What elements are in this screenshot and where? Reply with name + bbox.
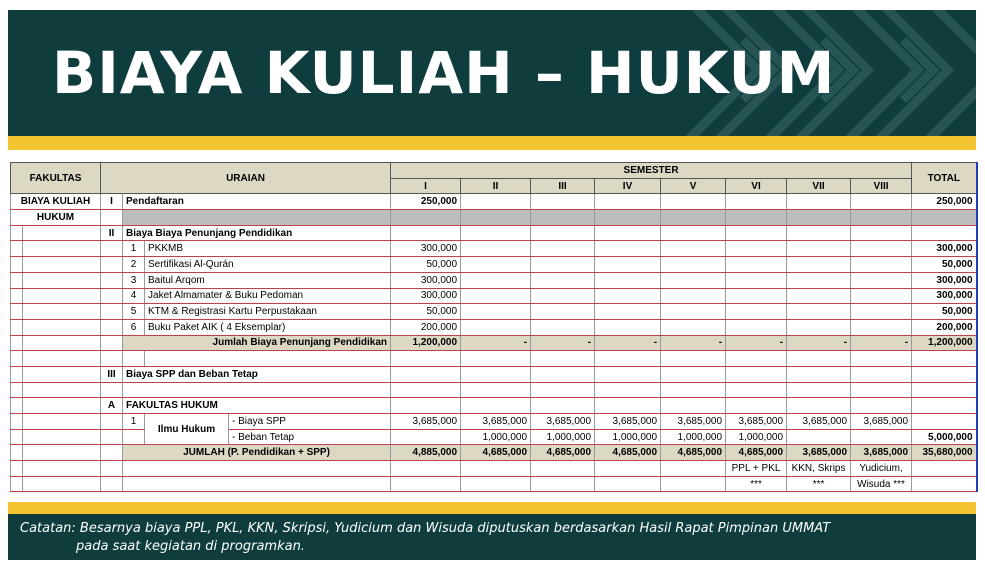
- row-no: II: [101, 225, 123, 241]
- footer-line-1: Catatan: Besarnya biaya PPL, PKL, KKN, Skripsi, Yudicium dan Wisuda diputuskan berdasarkan Hasil Rapat Pimpinan UMMAT: [20, 521, 831, 536]
- accent-bar-top: [8, 136, 976, 150]
- table-row: 5 KTM & Registrasi Kartu Perpustakaan 50,000 50,000: [11, 304, 977, 320]
- row-pendaftaran: [11, 194, 977, 210]
- sem-viii: VIII: [851, 178, 912, 194]
- row-biaya-spp: 1 Ilmu Hukum - Biaya SPP 3,685,000 3,685,000 3,685,000 3,685,000 3,685,000 3,685,000 3,685,000 3,685,000: [11, 414, 977, 430]
- page-title: BIAYA KULIAH – HUKUM: [52, 39, 836, 107]
- program-label: Ilmu Hukum: [145, 414, 229, 445]
- row-label: Jumlah Biaya Penunjang Pendidikan: [123, 335, 391, 351]
- fakultas-label-1: BIAYA KULIAH: [11, 194, 101, 210]
- row-label: JUMLAH (P. Pendidikan + SPP): [123, 445, 391, 461]
- row-label: Biaya SPP dan Beban Tetap: [123, 366, 391, 382]
- table-row: 1 PKKMB 300,000 300,000: [11, 241, 977, 257]
- cell-s1: 250,000: [391, 194, 461, 210]
- row-label: Pendaftaran: [123, 194, 391, 210]
- sem-vi: VI: [726, 178, 787, 194]
- row-spp: [11, 366, 977, 382]
- sem-i: I: [391, 178, 461, 194]
- row-jumlah-total: JUMLAH (P. Pendidikan + SPP) 4,885,000 4,685,000 4,685,000 4,685,000 4,685,000 4,685,000 3,685,000 3,685,000 35,680,000: [11, 445, 977, 461]
- fee-table: [10, 162, 976, 492]
- row-label: Biaya Biaya Penunjang Pendidikan: [123, 225, 391, 241]
- header-row-1: [11, 163, 977, 179]
- table-row: 4 Jaket Almamater & Buku Pedoman 300,000 300,000: [11, 288, 977, 304]
- sem-iv: IV: [595, 178, 661, 194]
- row-no: III: [101, 366, 123, 382]
- row-beban-tetap: - Beban Tetap 1,000,000 1,000,000 1,000,000 1,000,000 1,000,000 5,000,000: [11, 429, 977, 445]
- footer-note: [8, 514, 976, 560]
- footer-line-2: pada saat kegiatan di programkan.: [76, 539, 305, 554]
- row-no: I: [101, 194, 123, 210]
- col-fakultas: FAKULTAS: [11, 163, 101, 194]
- col-semester: SEMESTER: [391, 163, 912, 179]
- col-total: TOTAL: [912, 163, 977, 194]
- sem-v: V: [661, 178, 726, 194]
- table-row: 2 Sertifikasi Al-Qurán 50,000 50,000: [11, 257, 977, 273]
- table-row: 6 Buku Paket AIK ( 4 Eksemplar) 200,000 200,000: [11, 319, 977, 335]
- sem-ii: II: [461, 178, 531, 194]
- table-row: 3 Baitul Arqom 300,000 300,000: [11, 272, 977, 288]
- fakultas-label-2: HUKUM: [11, 210, 101, 226]
- row-no: A: [101, 398, 123, 414]
- sem-iii: III: [531, 178, 595, 194]
- row-fakultas-2: [11, 210, 977, 226]
- cell-total: 250,000: [912, 194, 977, 210]
- row-penunjang: [11, 225, 977, 241]
- col-uraian: URAIAN: [101, 163, 391, 194]
- row-label: FAKULTAS HUKUM: [123, 398, 391, 414]
- title-banner: [8, 10, 976, 136]
- spacer-row: [11, 382, 977, 398]
- accent-bar-bottom: [8, 502, 976, 514]
- spacer-row: [11, 351, 977, 367]
- row-fakultas-hukum: [11, 398, 977, 414]
- sem-vii: VII: [787, 178, 851, 194]
- row-notes-1: PPL + PKL KKN, Skrips Yudicium,: [11, 461, 977, 477]
- row-jumlah-penunjang: Jumlah Biaya Penunjang Pendidikan 1,200,000 - - - - - - - 1,200,000: [11, 335, 977, 351]
- row-notes-2: *** *** Wisuda ***: [11, 476, 977, 492]
